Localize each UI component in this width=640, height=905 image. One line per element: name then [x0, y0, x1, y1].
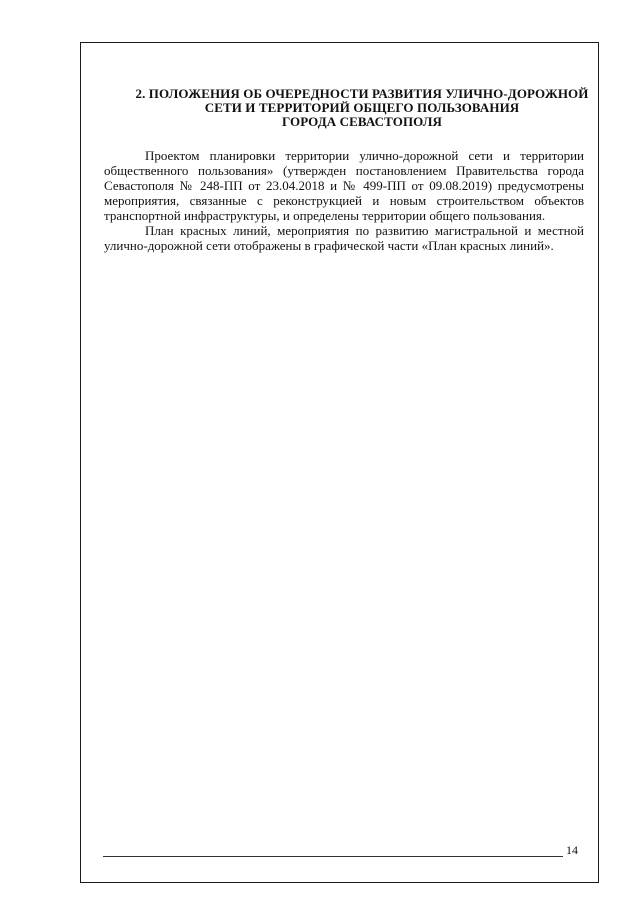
- heading-line-1: 2. ПОЛОЖЕНИЯ ОБ ОЧЕРЕДНОСТИ РАЗВИТИЯ УЛИЧНО-ДОРОЖНОЙ: [135, 86, 589, 101]
- body-text: [104, 148, 584, 253]
- footer-rule: [103, 856, 563, 857]
- section-heading: [82, 87, 640, 129]
- paragraph-2: План красных линий, мероприятия по развитию магистральной и местной улично-дорожной сети отображены в графической части «План красных линий».: [104, 223, 584, 253]
- paragraph-1: Проектом планировки территории улично-дорожной сети и территории общественного пользования» (утвержден постановлением Правительства города Севастополя № 248-ПП от 23.04.2018 и № 499-ПП от 09.08.2019) предусмотрены мероприятия, связанные с реконструкцией и новым строительством объектов транспортной инфраструктуры, и определены территории общего пользования.: [104, 148, 584, 223]
- heading-line-3: ГОРОДА СЕВАСТОПОЛЯ: [281, 114, 443, 129]
- page-number: 14: [566, 843, 578, 857]
- heading-line-2: СЕТИ И ТЕРРИТОРИЙ ОБЩЕГО ПОЛЬЗОВАНИЯ: [204, 100, 520, 115]
